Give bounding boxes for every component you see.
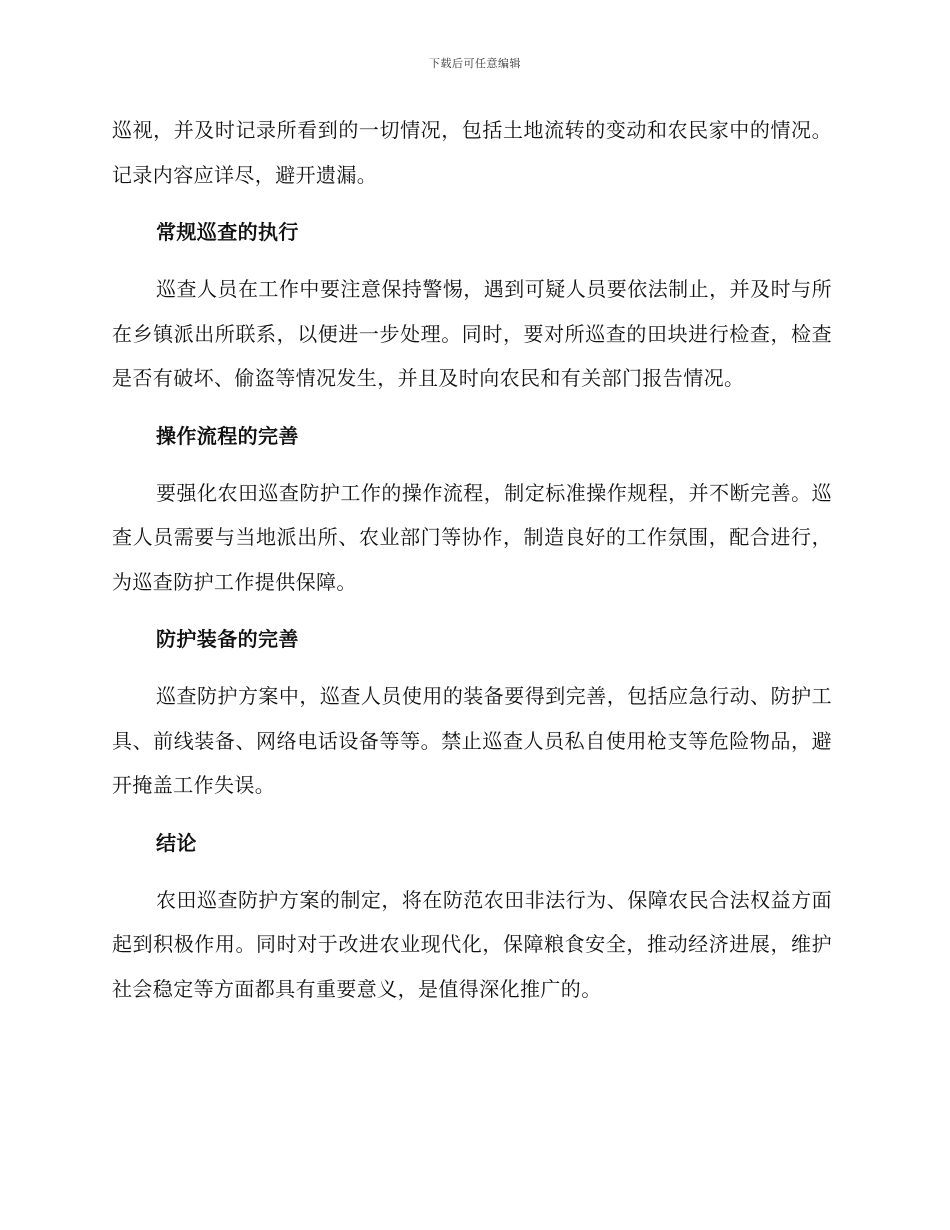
section-heading-routine-patrol: 常规巡查的执行: [156, 220, 299, 244]
section-heading-equipment-improvement: 防护装备的完善: [156, 627, 299, 651]
paragraph-routine-patrol: 巡查人员在工作中要注意保持警惕，遇到可疑人员要依法制止，并及时与所在乡镇派出所联系，以便进一步处理。同时，要对所巡查的田块进行检查，检查是否有破坏、偷盗等情况发生，并且及时向农民和有关部门报告情况。: [112, 277, 832, 390]
paragraph-process-improvement: 要强化农田巡查防护工作的操作流程，制定标准操作规程，并不断完善。巡查人员需要与当地派出所、农业部门等协作，制造良好的工作氛围，配合进行，为巡查防护工作提供保障。: [112, 480, 832, 594]
paragraph-continuation: 巡视，并及时记录所看到的一切情况，包括土地流转的变动和农民家中的情况。记录内容应详尽，避开遗漏。: [112, 118, 832, 187]
paragraph-conclusion: 农田巡查防护方案的制定，将在防范农田非法行为、保障农民合法权益方面起到积极作用。同时对于改进农业现代化，保障粮食安全，推动经济进展，维护社会稳定等方面都具有重要意义，是值得深化推广的。: [112, 887, 832, 1001]
document-body: [112, 108, 832, 1024]
paragraph-equipment-improvement: 巡查防护方案中，巡查人员使用的装备要得到完善，包括应急行动、防护工具、前线装备、网络电话设备等等。禁止巡查人员私自使用枪支等危险物品，避开掩盖工作失误。: [112, 684, 832, 797]
section-heading-process-improvement: 操作流程的完善: [156, 423, 299, 448]
section-heading-conclusion: 结论: [156, 830, 197, 855]
page-header-note: 下载后可任意编辑: [429, 57, 521, 70]
